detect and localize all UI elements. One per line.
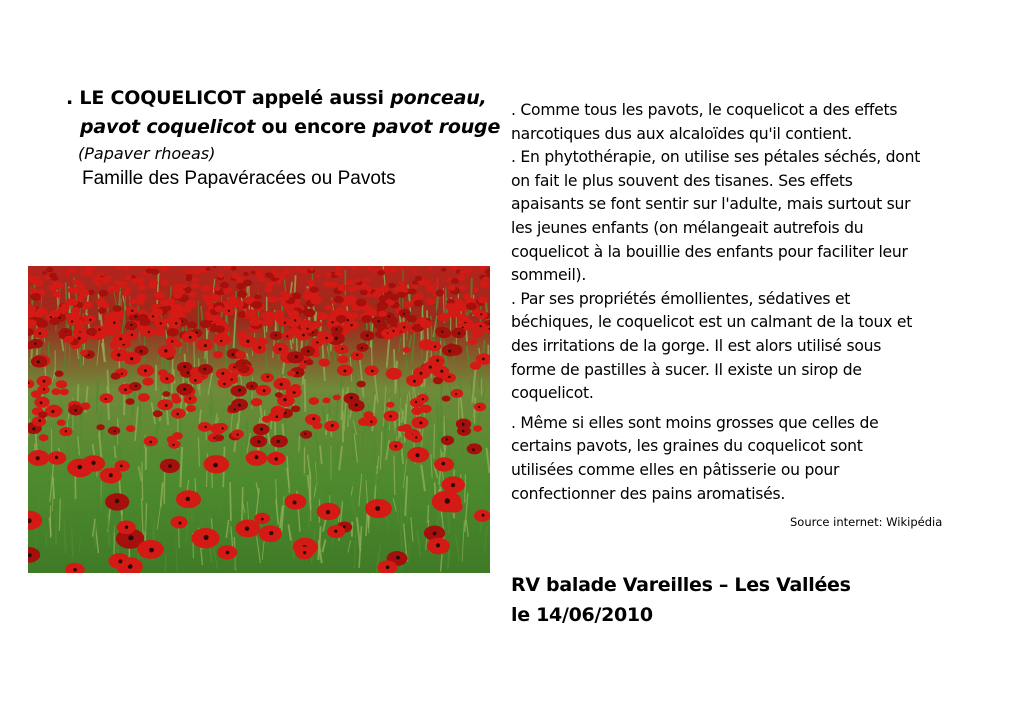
body-line: confectionner des pains aromatisés.	[511, 484, 786, 503]
title-italic-ponceau: ponceau,	[390, 87, 487, 109]
body-line: sommeil).	[511, 266, 587, 285]
event-date: le 14/06/2010	[511, 604, 653, 626]
title-line-1	[66, 84, 506, 113]
source-credit: Source internet: Wikipédia	[790, 515, 943, 529]
body-line: des irritations de la gorge. Il est alors utilisé sous	[511, 336, 882, 355]
body-line: . En phytothérapie, on utilise ses pétales séchés, dont	[511, 148, 921, 167]
event-title: RV balade Vareilles – Les Vallées	[511, 574, 851, 596]
poppy-field-photo	[28, 266, 490, 573]
body-line: certains pavots, les graines du coquelicot sont	[511, 437, 863, 456]
body-line: forme de pastilles à sucer. Il existe un sirop de	[511, 360, 862, 379]
body-line: . Même si elles sont moins grosses que celles de	[511, 413, 879, 432]
title-prefix: . LE COQUELICOT appelé aussi	[66, 87, 391, 109]
body-line: béchiques, le coquelicot est un calmant de la toux et	[511, 313, 913, 332]
body-line: coquelicot.	[511, 384, 594, 403]
latin-name: (Papaver rhoeas)	[78, 144, 216, 163]
body-line: . Par ses propriétés émollientes, sédatives et	[511, 289, 851, 308]
body-line: narcotiques dus aux alcaloïdes qu'il contient.	[511, 124, 852, 143]
body-line: utilisées comme elles en pâtisserie ou pour	[511, 460, 840, 479]
body-line: on fait le plus souvent des tisanes. Ses effets	[511, 171, 853, 190]
title-italic-pavot-coquelicot: pavot coquelicot	[80, 116, 256, 138]
body-text	[511, 99, 961, 506]
title-middle: ou encore	[255, 116, 373, 138]
poppy-field-image	[28, 266, 490, 573]
family-name: Famille des Papavéracées ou Pavots	[82, 168, 396, 189]
body-line: . Comme tous les pavots, le coquelicot a des effets	[511, 101, 898, 119]
title-italic-pavot-rouge: pavot rouge	[372, 116, 501, 138]
body-line: apaisants se font sentir sur l'adulte, mais surtout sur	[511, 195, 911, 214]
title-line-2	[66, 113, 506, 142]
body-line: coquelicot à la bouillie des enfants pour faciliter leur	[511, 242, 908, 261]
event-info	[511, 570, 851, 630]
body-line: les jeunes enfants (on mélangeait autrefois du	[511, 218, 864, 237]
title-block	[66, 84, 506, 192]
